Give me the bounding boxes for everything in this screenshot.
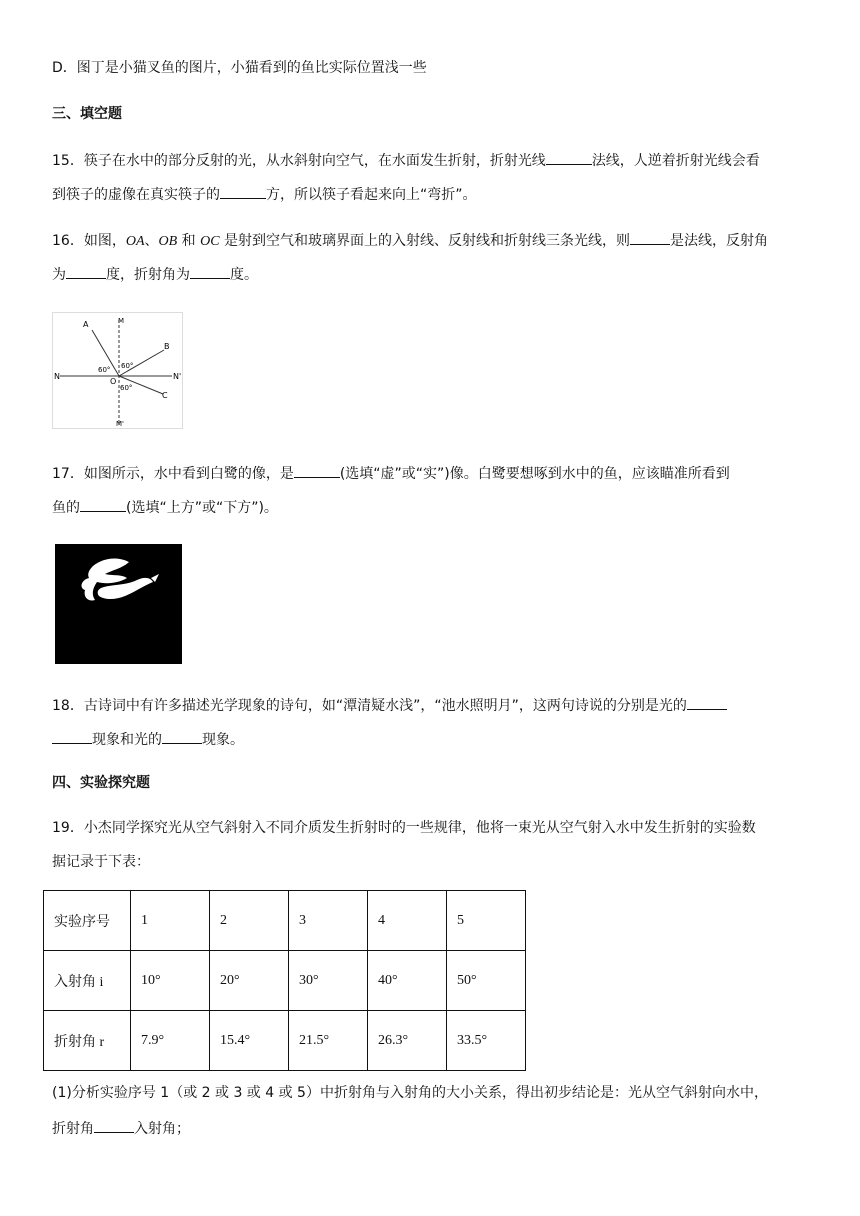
diagram-frame (53, 313, 183, 429)
answer-blank[interactable] (80, 496, 126, 512)
q15-text-b: 法线，人逆着折射光线会看 (591, 153, 760, 169)
question-18-line2 (52, 728, 244, 750)
q16-text-b: 是射到空气和玻璃界面上的入射线、反射线和折射线三条光线，则 (219, 233, 630, 249)
table-cell: 4 (368, 891, 447, 951)
answer-blank[interactable] (546, 149, 592, 165)
option-d: D．图丁是小猫叉鱼的图片，小猫看到的鱼比实际位置浅一些 (52, 60, 427, 76)
question-17-line2 (52, 496, 278, 518)
table-cell: 10° (131, 951, 210, 1011)
ray-oc-label: OC (200, 234, 220, 249)
q16-text-d: 为 (52, 267, 66, 283)
q16-text-f: 度。 (230, 267, 258, 283)
angle-label-refract: 60° (120, 384, 133, 392)
table-cell: 入射角 i (44, 951, 131, 1011)
q15-text-a: 15．筷子在水中的部分反射的光，从水斜射向空气，在水面发生折射，折射光线 (52, 153, 546, 169)
label-m-prime: M' (116, 420, 124, 428)
label-b: B (164, 342, 170, 351)
answer-blank[interactable] (94, 1117, 134, 1133)
label-n-prime: N' (173, 372, 182, 381)
label-o: O (110, 377, 117, 386)
answer-blank[interactable] (687, 694, 727, 710)
table-cell: 实验序号 (44, 891, 131, 951)
ray-oa-label: OA (125, 234, 145, 249)
table-cell: 折射角 r (44, 1011, 131, 1071)
question-15-line2 (52, 183, 477, 205)
question-19-line2: 据记录于下表： (52, 854, 150, 870)
table-cell: 21.5° (289, 1011, 368, 1071)
ray-ob-label: OB (158, 234, 178, 249)
q17-text-a: 17．如图所示，水中看到白鹭的像，是 (52, 466, 294, 482)
refraction-data-table (43, 890, 526, 1071)
answer-blank[interactable] (220, 183, 266, 199)
table-row (44, 1011, 526, 1071)
table-cell: 15.4° (210, 1011, 289, 1071)
table-cell: 33.5° (447, 1011, 526, 1071)
q18-text-b: 现象和光的 (92, 732, 162, 748)
section-heading-fill-blank: 三、填空题 (52, 106, 122, 122)
table-cell: 26.3° (368, 1011, 447, 1071)
q15-text-d: 方，所以筷子看起来向上“弯折”。 (266, 187, 477, 203)
q19-sub1-text-b: 入射角； (134, 1121, 190, 1137)
table-row (44, 891, 526, 951)
q18-text-c: 现象。 (202, 732, 244, 748)
question-18-line1 (52, 694, 727, 716)
q16-sep: 、 (144, 233, 159, 249)
q17-text-c: 鱼的 (52, 500, 80, 516)
question-16-line1 (52, 229, 768, 252)
answer-blank[interactable] (162, 728, 202, 744)
table-cell: 5 (447, 891, 526, 951)
q19-sub1-text-a: 折射角 (52, 1121, 94, 1137)
section-heading-experiment: 四、实验探究题 (52, 775, 150, 791)
q17-text-b: (选填“虚”或“实”)像。白鹭要想啄到水中的鱼，应该瞄准所看到 (339, 466, 730, 482)
angle-label-incident: 60° (98, 366, 111, 374)
q16-text-c: 是法线，反射角 (669, 233, 768, 249)
q17-text-d: (选填“上方”或“下方”)。 (126, 500, 278, 516)
table-cell: 50° (447, 951, 526, 1011)
question-19-sub1-line1: (1)分析实验序号 1（或 2 或 3 或 4 或 5）中折射角与入射角的大小关系，得出初步结论是：光从空气斜射向水中， (52, 1085, 768, 1101)
label-a: A (83, 320, 89, 329)
table-cell: 20° (210, 951, 289, 1011)
egret-reflection-image (55, 544, 182, 664)
table-row (44, 951, 526, 1011)
refraction-diagram (52, 312, 183, 429)
q16-and: 和 (177, 233, 201, 249)
q18-text-a: 18．古诗词中有许多描述光学现象的诗句，如“潭清疑水浅”，“池水照明月”，这两句诗说的分别是光的 (52, 698, 687, 714)
label-m: M (118, 317, 125, 325)
answer-blank[interactable] (630, 229, 670, 245)
question-19-line1: 19．小杰同学探究光从空气斜射入不同介质发生折射时的一些规律，他将一束光从空气射入水中发生折射的实验数 (52, 820, 756, 836)
question-17-line1 (52, 462, 730, 484)
q16-text-e: 度，折射角为 (106, 267, 190, 283)
answer-blank[interactable] (190, 263, 230, 279)
question-16-line2 (52, 263, 258, 285)
question-19-sub1-line2 (52, 1117, 190, 1139)
label-c: C (162, 391, 168, 400)
angle-label-reflect: 60° (121, 362, 134, 370)
q15-text-c: 到筷子的虚像在真实筷子的 (52, 187, 220, 203)
label-n: N (54, 372, 60, 381)
table-cell: 7.9° (131, 1011, 210, 1071)
table-cell: 3 (289, 891, 368, 951)
table-cell: 40° (368, 951, 447, 1011)
table-cell: 30° (289, 951, 368, 1011)
q16-text-a: 16．如图， (52, 233, 126, 249)
answer-blank[interactable] (66, 263, 106, 279)
question-15-line1 (52, 149, 760, 171)
table-cell: 1 (131, 891, 210, 951)
answer-blank[interactable] (294, 462, 340, 478)
answer-blank[interactable] (52, 728, 92, 744)
table-cell: 2 (210, 891, 289, 951)
